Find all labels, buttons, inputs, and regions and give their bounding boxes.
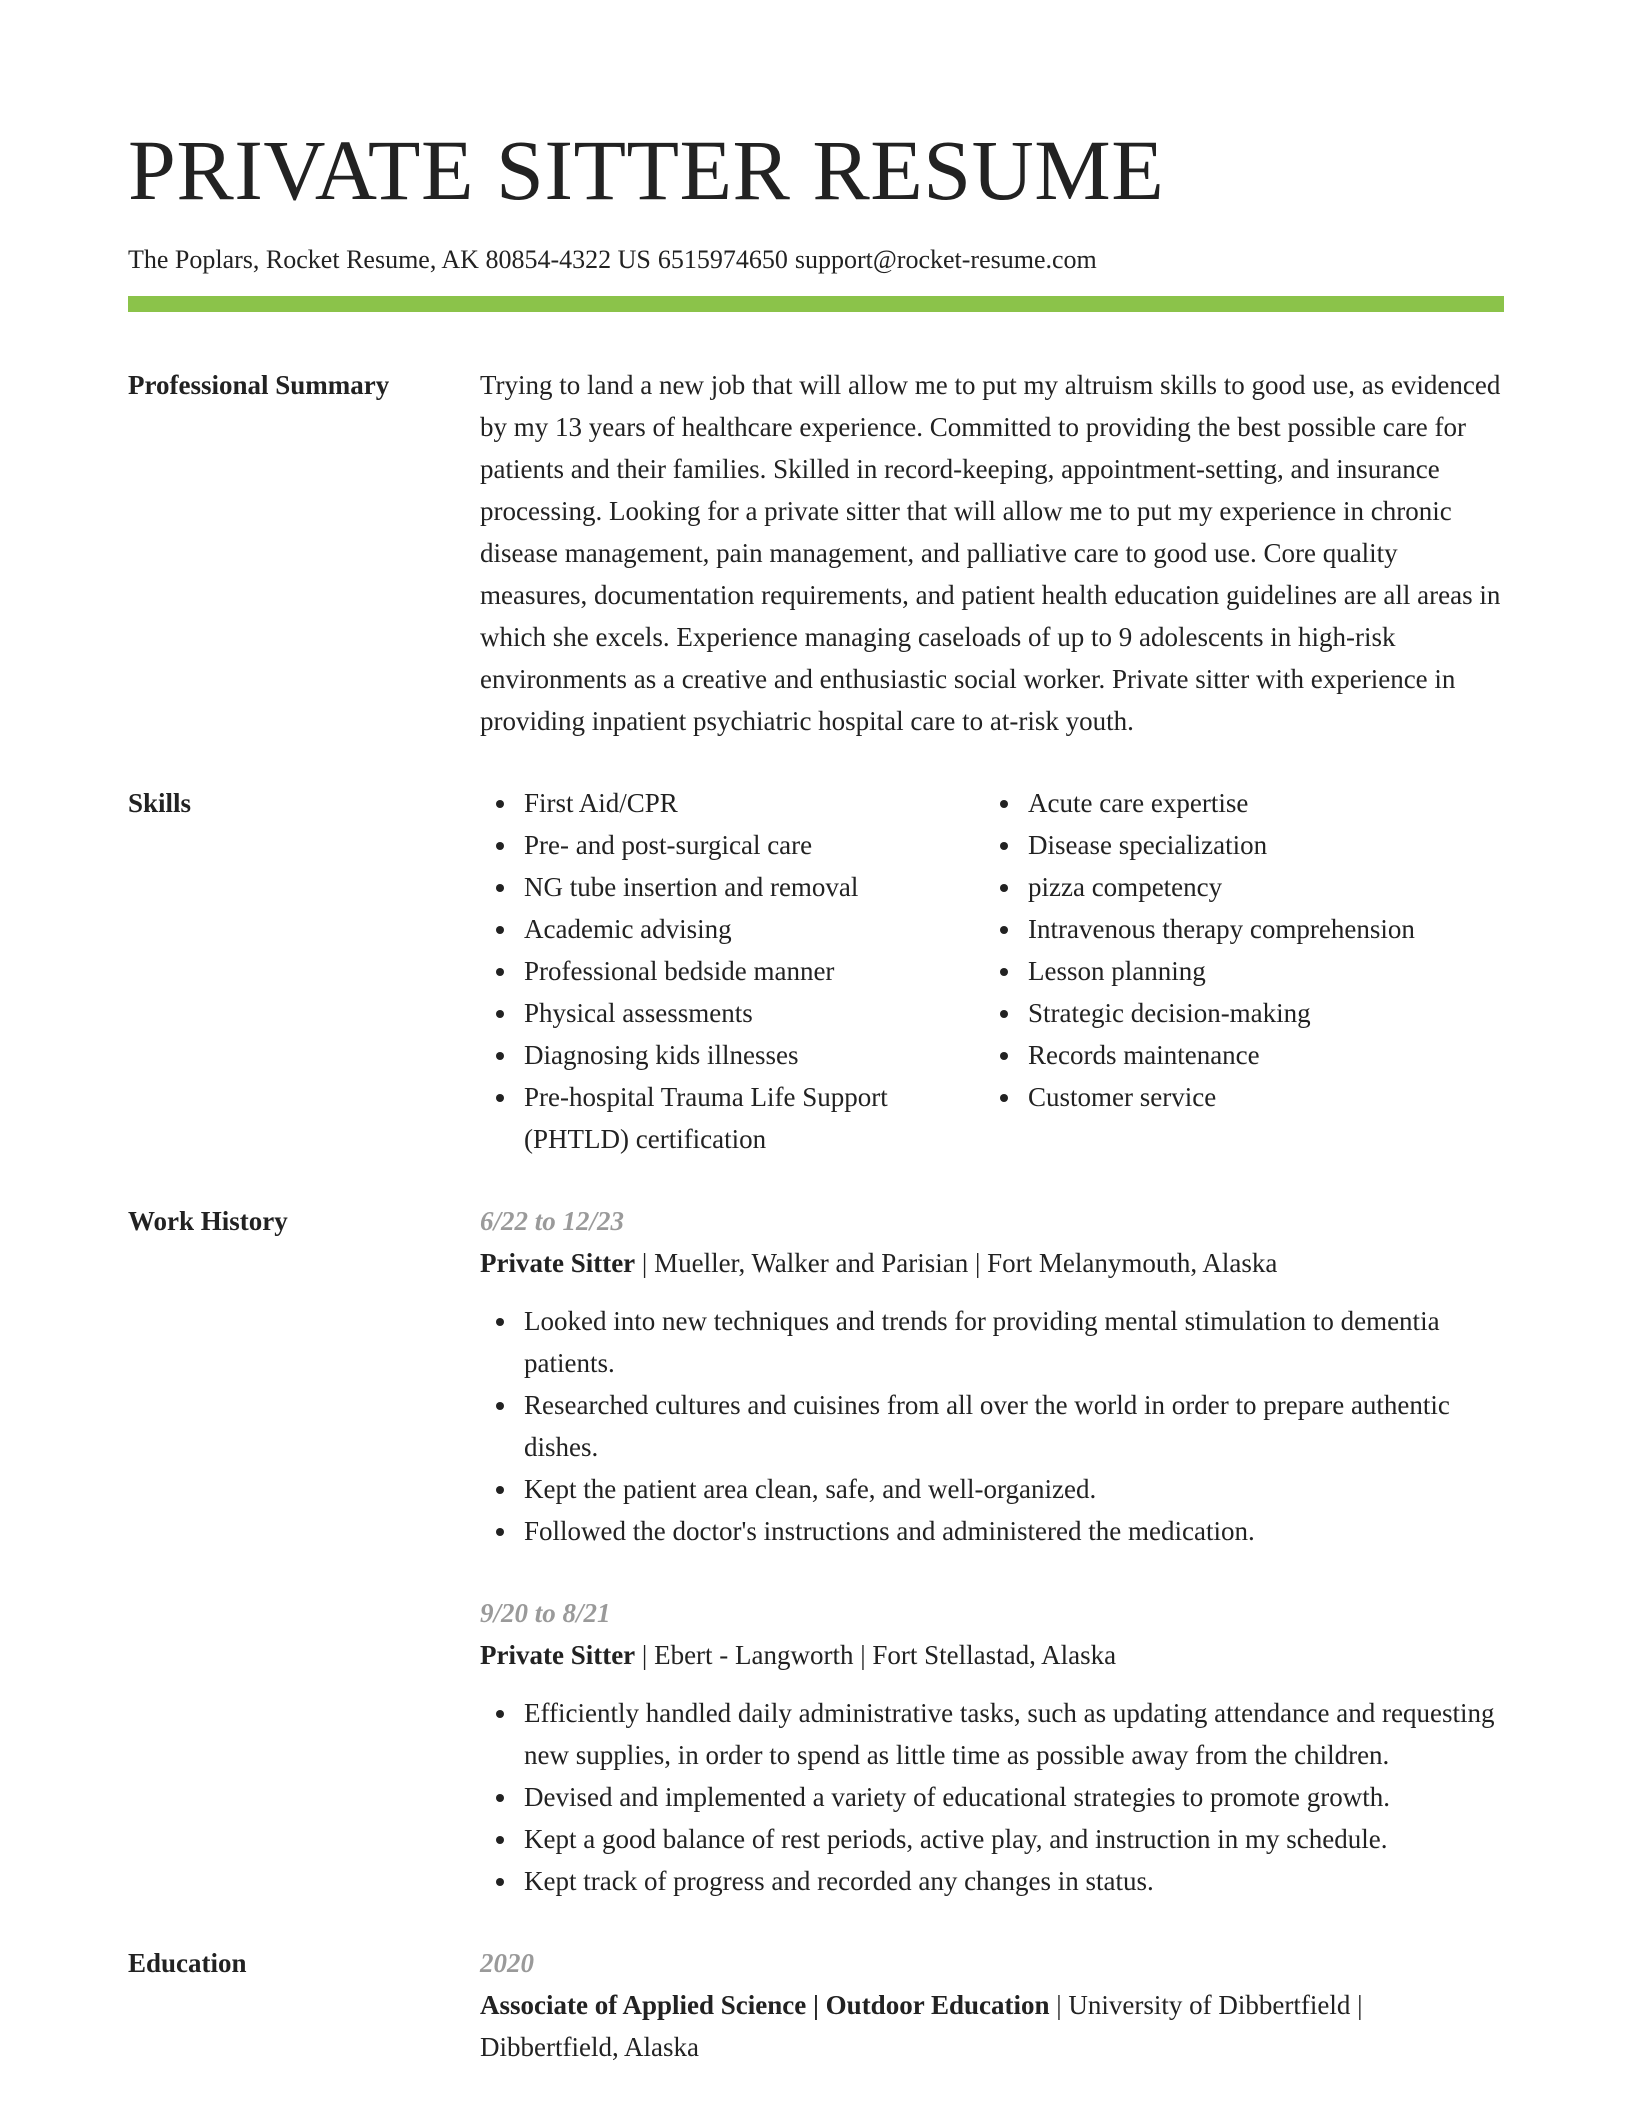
summary-heading: Professional Summary [128, 370, 390, 400]
job-duties [480, 1692, 1504, 1902]
job-employer-location: | Mueller, Walker and Parisian | Fort Melanymouth, Alaska [635, 1248, 1278, 1278]
work-history-section [128, 1200, 1504, 1902]
header-divider [128, 296, 1504, 312]
education-heading-line [480, 1984, 1504, 2068]
work-history-body [480, 1200, 1504, 1902]
job-dates: 6/22 to 12/23 [480, 1206, 625, 1236]
contact-address: The Poplars, Rocket Resume, AK 80854-4322 US [128, 245, 651, 274]
skill-item: pizza competency [984, 866, 1488, 908]
job-title: Private Sitter [480, 1248, 636, 1278]
skill-item: First Aid/CPR [480, 782, 984, 824]
job-dates: 9/20 to 8/21 [480, 1598, 611, 1628]
job-title: Private Sitter [480, 1640, 636, 1670]
skills-list-right [984, 782, 1488, 1160]
job-duty: Kept the patient area clean, safe, and well-organized. [480, 1468, 1504, 1510]
education-heading: Education [128, 1948, 247, 1978]
job-heading [480, 1634, 1504, 1676]
skills-columns [480, 782, 1504, 1160]
summary-text: Trying to land a new job that will allow me to put my altruism skills to good use, as evidenced by my 13 years of healthcare experience. Committed to providing the best possible care for patients and their families. Skilled in record-keeping, appointment-setting, and insurance processing. Looking for a private sitter that will allow me to put my experience in chronic disease management, pain management, and palliative care to good use. Core quality measures, documentation requirements, and patient health education guidelines are all areas in which she excels. Experience managing caseloads of up to 9 adolescents in high-risk environments as a creative and enthusiastic social worker. Private sitter with experience in providing inpatient psychiatric hospital care to at-risk youth. [480, 370, 1501, 736]
job-duty: Kept track of progress and recorded any changes in status. [480, 1860, 1504, 1902]
education-body [480, 1942, 1504, 2068]
skill-item: Customer service [984, 1076, 1488, 1118]
skill-item: Pre-hospital Trauma Life Support (PHTLD) certification [480, 1076, 984, 1160]
resume-page [128, 120, 1504, 2068]
job-duty: Kept a good balance of rest periods, active play, and instruction in my schedule. [480, 1818, 1504, 1860]
job-duty: Followed the doctor's instructions and administered the medication. [480, 1510, 1504, 1552]
skill-item: NG tube insertion and removal [480, 866, 984, 908]
skill-item: Intravenous therapy comprehension [984, 908, 1488, 950]
job-entry [480, 1592, 1504, 1902]
job-duty: Efficiently handled daily administrative tasks, such as updating attendance and requesting new supplies, in order to spend as little time as possible away from the children. [480, 1692, 1504, 1776]
skill-item: Acute care expertise [984, 782, 1488, 824]
job-heading [480, 1242, 1504, 1284]
skill-item: Lesson planning [984, 950, 1488, 992]
job-duty: Researched cultures and cuisines from all over the world in order to prepare authentic dishes. [480, 1384, 1504, 1468]
job-entry [480, 1200, 1504, 1552]
job-duty: Devised and implemented a variety of educational strategies to promote growth. [480, 1776, 1504, 1818]
work-history-heading: Work History [128, 1206, 288, 1236]
skill-item: Strategic decision-making [984, 992, 1488, 1034]
skill-item: Disease specialization [984, 824, 1488, 866]
skill-item: Academic advising [480, 908, 984, 950]
contact-line [128, 244, 1504, 276]
education-degree: Associate of Applied Science | Outdoor Education [480, 1990, 1050, 2020]
skill-item: Professional bedside manner [480, 950, 984, 992]
education-section [128, 1942, 1504, 2068]
skill-item: Pre- and post-surgical care [480, 824, 984, 866]
resume-title: PRIVATE SITTER RESUME [128, 122, 1165, 218]
job-employer-location: | Ebert - Langworth | Fort Stellastad, Alaska [635, 1640, 1117, 1670]
summary-section [128, 364, 1504, 742]
education-school-location: | University of Dibbertfield | Dibbertfield, Alaska [480, 1990, 1363, 2062]
skills-heading: Skills [128, 788, 192, 818]
job-duties [480, 1300, 1504, 1552]
contact-email: support@rocket-resume.com [794, 245, 1097, 274]
skills-section [128, 782, 1504, 1160]
education-year: 2020 [480, 1948, 534, 1978]
skill-item: Diagnosing kids illnesses [480, 1034, 984, 1076]
skills-list-left [480, 782, 984, 1160]
skill-item: Records maintenance [984, 1034, 1488, 1076]
job-duty: Looked into new techniques and trends for providing mental stimulation to dementia patients. [480, 1300, 1504, 1384]
contact-phone: 6515974650 [657, 245, 788, 274]
skill-item: Physical assessments [480, 992, 984, 1034]
